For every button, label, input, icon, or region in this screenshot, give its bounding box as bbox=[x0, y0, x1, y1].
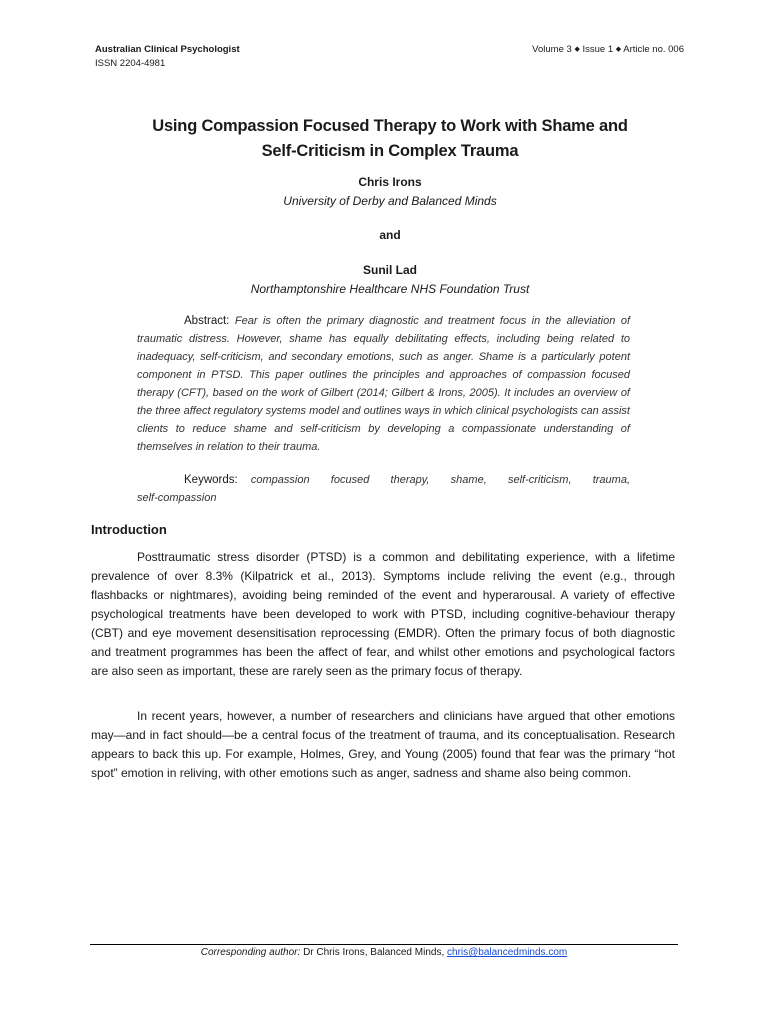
abstract bbox=[137, 312, 630, 456]
diamond-separator-icon: ◆ bbox=[615, 46, 622, 53]
journal-name: Australian Clinical Psychologist bbox=[95, 44, 240, 55]
abstract-label: Abstract: bbox=[184, 315, 230, 327]
author-conjunction: and bbox=[379, 228, 401, 242]
volume: Volume 3 bbox=[532, 44, 572, 55]
introduction-heading: Introduction bbox=[91, 522, 167, 537]
issue: Issue 1 bbox=[582, 44, 614, 55]
author-1-name: Chris Irons bbox=[358, 175, 422, 189]
diamond-separator-icon: ◆ bbox=[574, 46, 580, 53]
journal-header bbox=[95, 43, 240, 71]
introduction-paragraph-1: Posttraumatic stress disorder (PTSD) is a common and debilitating experience, with a lifetime prevalence of over 8.3% (Kilpatrick et al., 2013). Symptoms include reliving the event (e.g., through flashbacks or nightmares), avoiding being reminded of the event and hyperarousal. A variety of effective psychological treatments have been developed to work with PTSD, including cognitive-behaviour therapy (CBT) and eye movement desensitisation reprocessing (EMDR). Often the primary focus of both diagnostic and treatment programmes has been the affect of fear, and whilst other emotions and psychological factors are also seen as important, these are rarely seen as the primary focus of therapy. bbox=[91, 550, 675, 678]
keywords-label: Keywords: bbox=[184, 474, 238, 486]
corresponding-text: Dr Chris Irons, Balanced Minds, bbox=[303, 947, 445, 958]
title-line-1: Using Compassion Focused Therapy to Work with Shame and bbox=[152, 117, 628, 135]
author-2-affiliation: Northamptonshire Healthcare NHS Foundation Trust bbox=[250, 282, 530, 296]
corresponding-label: Corresponding author: bbox=[200, 947, 301, 958]
keywords-text: compassion focused therapy, shame, self-criticism, trauma, self-compassion bbox=[137, 474, 630, 504]
abstract-text: Fear is often the primary diagnostic and treatment focus in the alleviation of traumatic distress. However, shame has equally debilitating effects, including being related to inadequacy, self-criticism, and secondary emotions, such as anger. Shame is a particularly potent component in PTSD. This paper outlines the principles and approaches of compassion focused therapy (CFT), based on the work of Gilbert (2014; Gilbert & Irons, 2005). It includes an overview of the three affect regulatory systems model and outlines ways in which clinical psychologists can assist clients to reduce shame and self-criticism by developing a compassionate understanding of themselves in relation to their trauma. bbox=[137, 315, 630, 453]
author-2-name: Sunil Lad bbox=[363, 263, 417, 277]
article-number: Article no. 006 bbox=[623, 44, 684, 55]
author-1-affiliation: University of Derby and Balanced Minds bbox=[283, 194, 497, 208]
issue-info bbox=[532, 43, 684, 58]
introduction-paragraph-2: In recent years, however, a number of researchers and clinicians have argued that other emotions may—and in fact should—be a central focus of the treatment of trauma, and its conceptualisation. Research appears to back this up. For example, Holmes, Grey, and Young (2005) found that fear was the primary “hot spot” emotion in reliving, with other emotions such as anger, sadness and shame also being common. bbox=[91, 709, 675, 780]
issn: ISSN 2204-4981 bbox=[95, 58, 166, 69]
footer-divider bbox=[90, 944, 678, 945]
title-line-2: Self-Criticism in Complex Trauma bbox=[261, 142, 519, 160]
keywords bbox=[137, 471, 630, 507]
paper-title bbox=[95, 114, 685, 164]
footer bbox=[90, 946, 678, 960]
email-link[interactable]: chris@balancedminds.com bbox=[447, 947, 568, 958]
